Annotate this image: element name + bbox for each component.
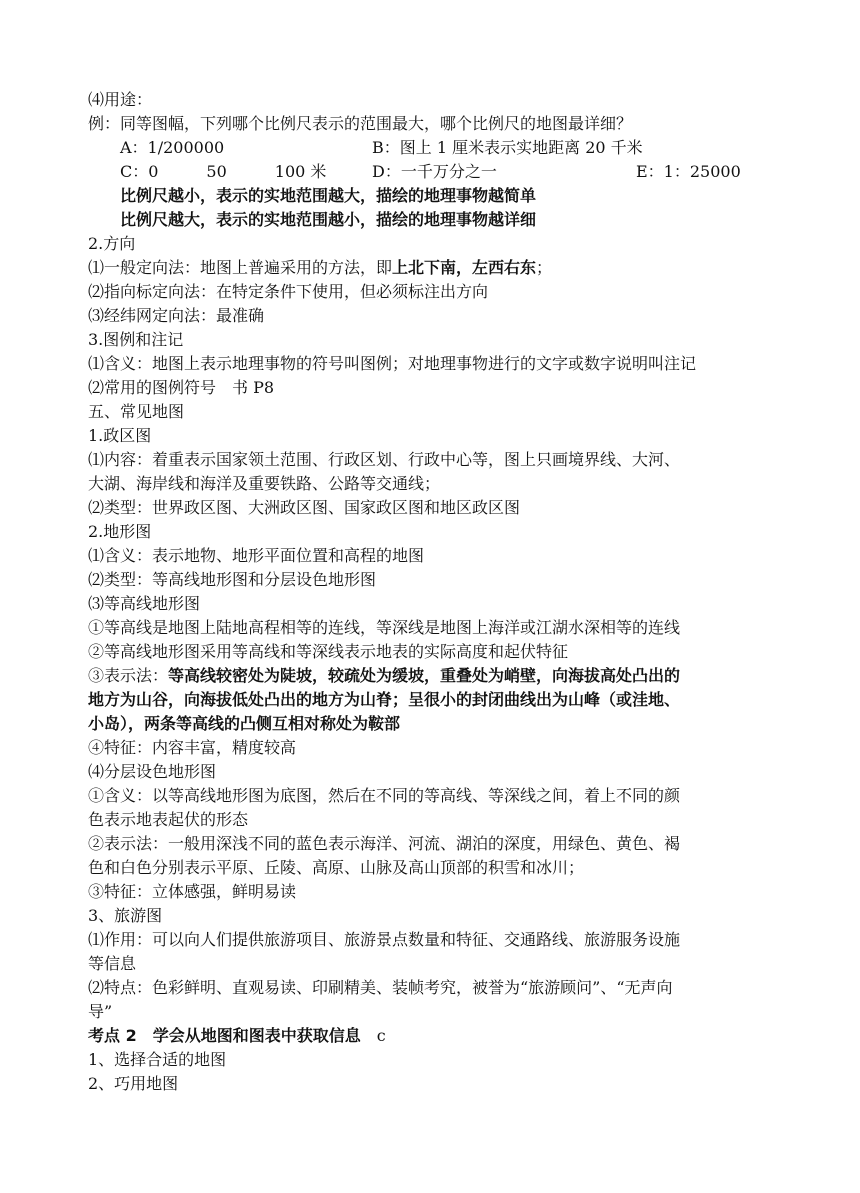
- direction-pointer: ⑵指向标定向法：在特定条件下使用，但必须标注出方向: [88, 282, 489, 301]
- legend-common: ⑵常用的图例符号 书 P8: [88, 378, 275, 397]
- choice-c: C：0 50 100 米: [120, 162, 327, 181]
- contour-representation-1: ③表示法：等高线较密处为陡坡，较疏处为缓坡，重叠处为峭壁，向海拔高处凸出的: [88, 666, 681, 685]
- layered-meaning-1: ①含义：以等高线地形图为底图，然后在不同的等高线、等深线之间，着上不同的颜: [88, 786, 681, 805]
- political-types: ⑵类型：世界政区图、大洲政区图、国家政区图和地区政区图: [88, 498, 521, 517]
- layered-features: ③特征：立体感强，鲜明易读: [88, 882, 297, 901]
- topographic-meaning: ⑴含义：表示地物、地形平面位置和高程的地图: [88, 546, 425, 565]
- choice-a: A：1/200000: [120, 138, 225, 157]
- choice-b: B：图上 1 厘米表示实地距离 20 千米: [372, 138, 643, 157]
- example-question: 例：同等图幅，下列哪个比例尺表示的范围最大，哪个比例尺的地图最详细？: [88, 114, 633, 133]
- scale-rule-large: 比例尺越大，表示的实地范围越小，描绘的地理事物越详细: [120, 210, 537, 229]
- direction-graticule: ⑶经纬网定向法：最准确: [88, 306, 265, 325]
- section-tourist-map: 3、旅游图: [88, 906, 163, 925]
- contour-representation-2: 地方为山谷，向海拔低处凸出的地方为山脊；呈很小的封闭曲线出为山峰（或洼地、: [88, 690, 681, 709]
- exam-point-2: 考点 2 学会从地图和图表中获取信息 c: [88, 1026, 386, 1045]
- section-direction: 2.方向: [88, 234, 136, 253]
- use-map: 2、巧用地图: [88, 1074, 179, 1093]
- layered-color-heading: ⑷分层设色地形图: [88, 762, 217, 781]
- topographic-types: ⑵类型：等高线地形图和分层设色地形图: [88, 570, 377, 589]
- layered-meaning-2: 色表示地表起伏的形态: [88, 810, 249, 829]
- political-content-1: ⑴内容：着重表示国家领土范围、行政区划、行政中心等，图上只画境界线、大河、: [88, 450, 681, 469]
- political-content-2: 大湖、海岸线和海洋及重要铁路、公路等交通线；: [88, 474, 441, 493]
- layered-representation-2: 色和白色分别表示平原、丘陵、高原、山脉及高山顶部的积雪和冰川；: [88, 858, 585, 877]
- section-political-map: 1.政区图: [88, 426, 152, 445]
- contour-usage: ②等高线地形图采用等高线和等深线表示地表的实际高度和起伏特征: [88, 642, 569, 661]
- scale-rule-small: 比例尺越小，表示的实地范围越大，描绘的地理事物越简单: [120, 186, 537, 205]
- contour-map-heading: ⑶等高线地形图: [88, 594, 201, 613]
- layered-representation-1: ②表示法：一般用深浅不同的蓝色表示海洋、河流、湖泊的深度，用绿色、黄色、褐: [88, 834, 681, 853]
- tourist-function-1: ⑴作用：可以向人们提供旅游项目、旅游景点数量和特征、交通路线、旅游服务设施: [88, 930, 681, 949]
- choose-map: 1、选择合适的地图: [88, 1050, 227, 1069]
- chapter-common-maps: 五、常见地图: [88, 402, 185, 421]
- contour-features: ④特征：内容丰富，精度较高: [88, 738, 297, 757]
- usage-heading: ⑷用途：: [88, 90, 153, 109]
- contour-representation-3: 小岛），两条等高线的凸侧互相对称处为鞍部: [88, 714, 401, 733]
- contour-definition: ①等高线是地图上陆地高程相等的连线，等深线是地图上海洋或江湖水深相等的连线: [88, 618, 681, 637]
- tourist-features-2: 导”: [88, 1002, 113, 1021]
- tourist-features-1: ⑵特点：色彩鲜明、直观易读、印刷精美、装帧考究，被誉为“旅游顾问”、“无声向: [88, 978, 673, 997]
- choice-d: D：一千万分之一: [372, 162, 497, 181]
- legend-meaning: ⑴含义：地图上表示地理事物的符号叫图例；对地理事物进行的文字或数字说明叫注记: [88, 354, 697, 373]
- direction-general: ⑴一般定向法：地图上普遍采用的方法，即上北下南，左西右东；: [88, 258, 553, 277]
- choice-e: E：1：25000: [636, 162, 741, 181]
- section-topographic-map: 2.地形图: [88, 522, 152, 541]
- section-legend: 3.图例和注记: [88, 330, 184, 349]
- direction-rule: 上北下南，左西右东: [392, 258, 537, 277]
- tourist-function-2: 等信息: [88, 954, 137, 973]
